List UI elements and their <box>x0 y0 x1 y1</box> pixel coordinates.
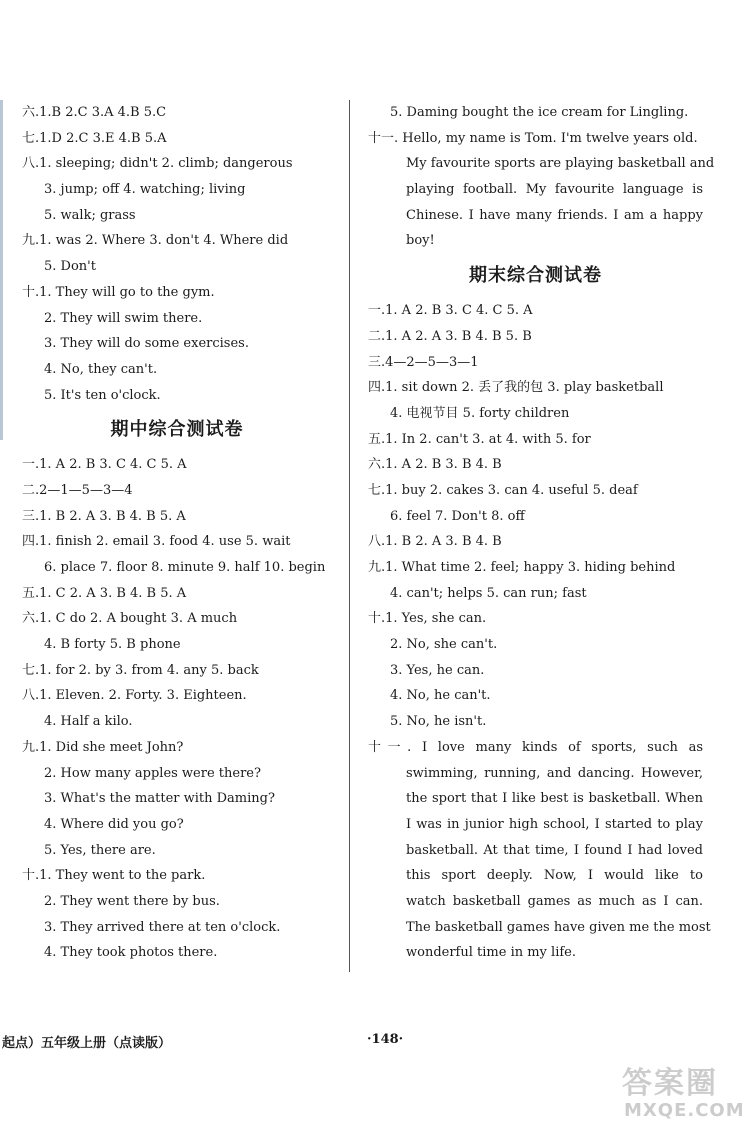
binding-edge <box>0 100 3 440</box>
answer-line: 十一. Hello, my name is Tom. I'm twelve years old. <box>368 130 698 146</box>
answer-line: watch basketball games as much as I can. <box>406 893 703 909</box>
right-column <box>368 100 715 966</box>
answer-line: 2. They will swim there. <box>44 310 203 326</box>
answer-line: 九.1. was 2. Where 3. don't 4. Where did <box>22 233 289 249</box>
answer-line: 4. No, he can't. <box>390 688 491 704</box>
answer-line: 5. Don't <box>44 259 96 275</box>
right-answers-b <box>368 298 711 966</box>
answer-line: 4. B forty 5. B phone <box>44 637 181 653</box>
answer-line: 十一. I love many kinds of sports, such as <box>368 739 703 755</box>
answer-line: wonderful time in my life. <box>406 945 576 961</box>
answer-line: 四.1. sit down 2. 丢了我的包 3. play basketball <box>368 380 664 396</box>
answer-line: 七.1. for 2. by 3. from 4. any 5. back <box>22 662 259 678</box>
answer-line: 十.1. They will go to the gym. <box>22 284 215 300</box>
answer-line: 七.1. buy 2. cakes 3. can 4. useful 5. deaf <box>368 482 638 498</box>
answer-line: 二.2—1—5—3—4 <box>22 482 133 498</box>
answer-line: swimming, running, and dancing. However, <box>406 765 703 781</box>
answer-line: 五.1. In 2. can't 3. at 4. with 5. for <box>368 431 591 447</box>
answer-line: 九.1. What time 2. feel; happy 3. hiding behind <box>368 560 676 575</box>
column-divider <box>349 100 350 972</box>
midterm-test-title: 期中综合测试卷 <box>110 419 244 441</box>
answer-line: 六.1. A 2. B 3. B 4. B <box>368 457 502 473</box>
answer-line: 四.1. finish 2. email 3. food 4. use 5. wait <box>22 534 291 550</box>
answer-line: 三.4—2—5—3—1 <box>368 354 479 370</box>
watermark-en-text: MXQE.COM <box>624 1100 745 1121</box>
answer-line: 2. They went there by bus. <box>44 893 220 909</box>
answer-line: 5. It's ten o'clock. <box>44 387 161 403</box>
answer-line: 十.1. They went to the park. <box>22 868 206 884</box>
answer-line: 5. walk; grass <box>44 207 136 223</box>
answer-line: basketball. At that time, I found I had loved <box>406 842 703 858</box>
answer-line: Chinese. I have many friends. I am a happy <box>406 207 703 223</box>
watermark-cn-text: 答案圈 <box>622 1066 718 1101</box>
answer-line: 5. Daming bought the ice cream for Lingling. <box>390 105 689 120</box>
answer-line: 2. How many apples were there? <box>44 765 261 781</box>
site-watermark <box>618 1058 746 1128</box>
left-answers-b <box>22 452 332 966</box>
answer-line: 六.1. C do 2. A bought 3. A much <box>22 611 238 627</box>
answer-line: 三.1. B 2. A 3. B 4. B 5. A <box>22 508 186 524</box>
answer-line: 5. Yes, there are. <box>44 842 156 858</box>
answer-line: 6. place 7. floor 8. minute 9. half 10. begin <box>44 560 326 575</box>
answer-line: 3. They will do some exercises. <box>44 336 249 352</box>
page-number: ·148· <box>367 1032 404 1047</box>
answer-line: 五.1. C 2. A 3. B 4. B 5. A <box>22 585 187 601</box>
answer-line: 4. No, they can't. <box>44 361 158 377</box>
answer-line: The basketball games have given me the most <box>406 919 711 935</box>
answer-line: 七.1.D 2.C 3.E 4.B 5.A <box>22 130 167 146</box>
answer-line: 4. 电视节目 5. forty children <box>390 405 570 421</box>
answer-line: 九.1. Did she meet John? <box>22 739 184 755</box>
footer-book-title: 起点）五年级上册（点读版） <box>2 1036 172 1051</box>
answer-line: 3. jump; off 4. watching; living <box>44 182 246 198</box>
answer-line: 3. They arrived there at ten o'clock. <box>44 919 281 935</box>
right-answers-a <box>368 100 715 254</box>
answer-line: 一.1. A 2. B 3. C 4. C 5. A <box>368 303 533 319</box>
answer-line: 八.1. B 2. A 3. B 4. B <box>368 534 502 550</box>
answer-line: I was in junior high school, I started to play <box>406 816 703 832</box>
answer-line: 3. What's the matter with Daming? <box>44 791 275 807</box>
answer-line: 六.1.B 2.C 3.A 4.B 5.C <box>22 105 167 120</box>
answer-line: 4. Where did you go? <box>44 816 184 832</box>
answer-line: playing football. My favourite language is <box>406 182 703 198</box>
answer-line: the sport that I like best is basketball. When <box>406 791 703 807</box>
answer-line: 二.1. A 2. A 3. B 4. B 5. B <box>368 328 532 344</box>
left-answers-a <box>22 100 332 408</box>
answer-line: 2. No, she can't. <box>390 637 498 653</box>
answer-line: boy! <box>406 233 435 249</box>
answer-line: this sport deeply. Now, I would like to <box>406 868 703 884</box>
answer-line: 3. Yes, he can. <box>390 662 485 678</box>
answer-line: 4. Half a kilo. <box>44 714 133 730</box>
answer-line: 5. No, he isn't. <box>390 714 487 730</box>
answer-line: 一.1. A 2. B 3. C 4. C 5. A <box>22 457 187 473</box>
answer-line: 十.1. Yes, she can. <box>368 611 487 627</box>
answer-line: 4. They took photos there. <box>44 945 218 961</box>
final-test-title: 期末综合测试卷 <box>469 265 602 287</box>
answer-line: 4. can't; helps 5. can run; fast <box>390 585 587 601</box>
answer-line: 八.1. Eleven. 2. Forty. 3. Eighteen. <box>22 688 247 704</box>
answer-line: 八.1. sleeping; didn't 2. climb; dangerous <box>22 156 293 172</box>
answer-line: 6. feel 7. Don't 8. off <box>390 508 525 524</box>
answer-line: My favourite sports are playing basketball and <box>406 156 715 172</box>
left-column <box>22 100 332 966</box>
